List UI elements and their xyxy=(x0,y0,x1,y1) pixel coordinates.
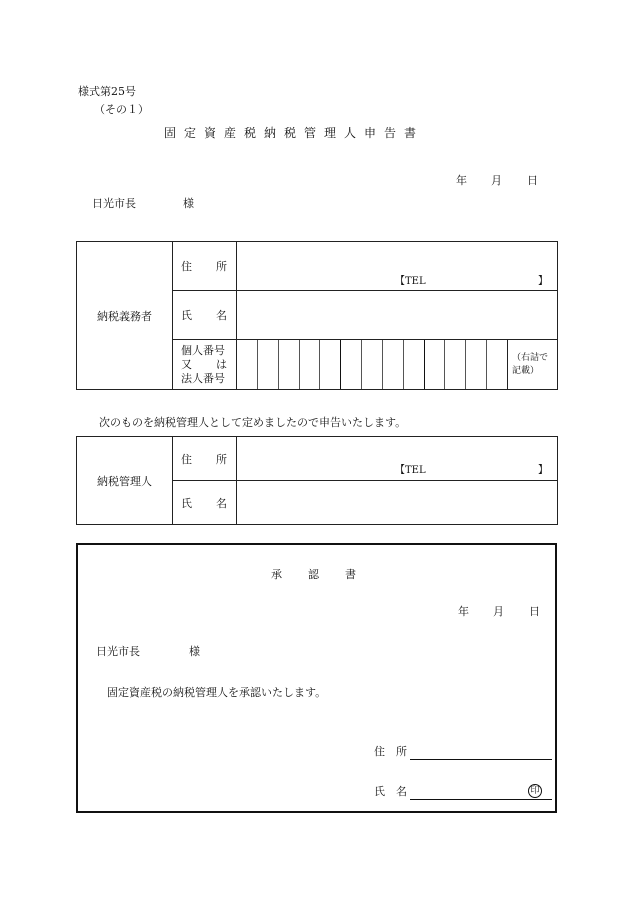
digit-box[interactable] xyxy=(300,340,321,389)
digit-box[interactable] xyxy=(383,340,404,389)
taxpayer-address-field[interactable] xyxy=(237,242,558,291)
approval-name-label: 氏 名 xyxy=(374,785,407,798)
form-number: 様式第25号 xyxy=(78,85,136,98)
manager-tel-open: 【TEL xyxy=(395,465,426,476)
form-subnumber: （その１） xyxy=(94,103,149,116)
manager-tel-close: 】 xyxy=(538,465,548,476)
digit-box[interactable] xyxy=(466,340,487,389)
approval-date-month: 月 xyxy=(493,605,504,618)
date-day: 日 xyxy=(527,174,538,187)
date-year: 年 xyxy=(456,174,467,187)
taxpayer-name-label: 氏 名 xyxy=(173,291,237,340)
approval-addressee-name: 日光市長 xyxy=(96,645,140,658)
taxpayer-name-field[interactable] xyxy=(237,291,558,340)
approval-date-day: 日 xyxy=(529,605,540,618)
taxpayer-tel-open: 【TEL xyxy=(395,276,426,287)
manager-address-field[interactable] xyxy=(237,437,558,481)
digit-box[interactable] xyxy=(404,340,425,389)
digit-box[interactable] xyxy=(341,340,362,389)
addressee-name: 日光市長 xyxy=(92,197,136,210)
digit-box[interactable] xyxy=(362,340,383,389)
approval-statement: 固定資産税の納税管理人を承認いたします。 xyxy=(107,686,327,699)
manager-name-field[interactable] xyxy=(237,481,558,525)
digit-box[interactable] xyxy=(445,340,466,389)
seal-mark: 印 xyxy=(528,784,542,798)
declaration-text: 次のものを納税管理人として定めましたので申告いたします。 xyxy=(99,416,407,429)
date-month: 月 xyxy=(491,174,502,187)
form-title: 固定資産税納税管理人申告書 xyxy=(164,126,425,140)
addressee-honorific: 様 xyxy=(183,197,194,210)
manager-address-label: 住 所 xyxy=(173,437,237,481)
manager-table xyxy=(76,436,558,525)
approval-box xyxy=(76,543,557,813)
digit-box[interactable] xyxy=(320,340,341,389)
taxpayer-number-field[interactable] xyxy=(237,340,508,390)
taxpayer-section-label: 納税義務者 xyxy=(77,242,173,390)
approval-address-line[interactable] xyxy=(410,745,552,760)
taxpayer-tel-close: 】 xyxy=(538,276,548,287)
digit-box[interactable] xyxy=(257,340,279,389)
taxpayer-number-note: （右詰で 記載） xyxy=(508,340,558,390)
manager-section-label: 納税管理人 xyxy=(77,437,173,525)
taxpayer-number-label: 個人番号 又 は 法人番号 xyxy=(173,340,237,390)
taxpayer-table xyxy=(76,241,558,390)
taxpayer-address-label: 住 所 xyxy=(173,242,237,291)
digit-box[interactable] xyxy=(425,340,446,389)
digit-box[interactable] xyxy=(279,340,300,389)
approval-date-year: 年 xyxy=(458,605,469,618)
manager-name-label: 氏 名 xyxy=(173,481,237,525)
approval-title: 承認書 xyxy=(271,568,382,581)
approval-address-label: 住 所 xyxy=(374,745,407,758)
digit-box[interactable] xyxy=(487,340,507,389)
approval-addressee-honorific: 様 xyxy=(189,645,200,658)
